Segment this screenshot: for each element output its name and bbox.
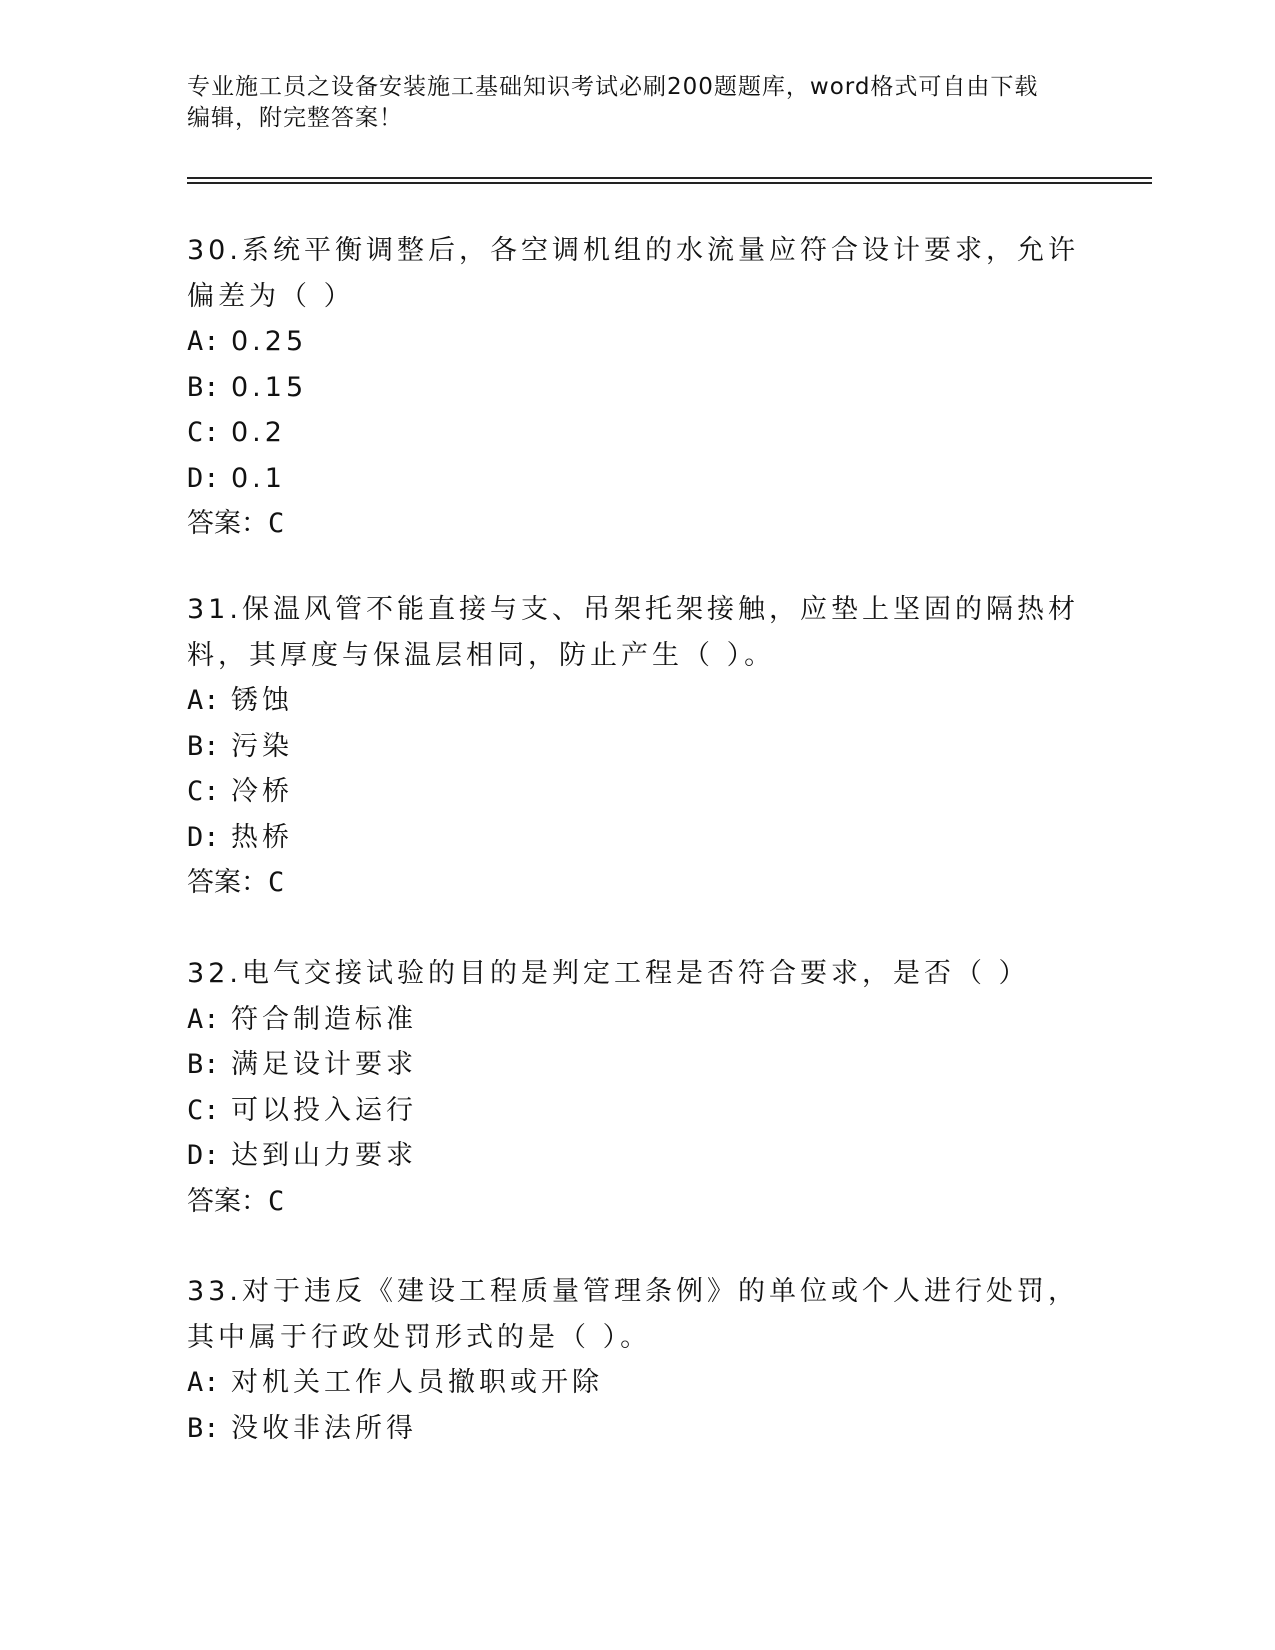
option-text: 0.15 <box>231 371 308 403</box>
option-a <box>187 319 1087 365</box>
document-header <box>187 72 1087 134</box>
option-letter: C: <box>187 417 220 448</box>
answer-value: C <box>268 508 285 539</box>
option-b <box>187 1042 1087 1088</box>
option-text: 达到山力要求 <box>231 1140 417 1171</box>
question-31 <box>187 587 1087 906</box>
answer-line <box>187 1179 1087 1225</box>
answer-line <box>187 860 1087 906</box>
option-c <box>187 769 1087 815</box>
option-letter: A: <box>187 1367 220 1398</box>
option-text: 冷桥 <box>231 776 293 807</box>
option-letter: B: <box>187 1049 220 1080</box>
option-d <box>187 815 1087 861</box>
option-letter: B: <box>187 730 220 762</box>
option-letter: A: <box>187 326 220 357</box>
option-letter: D: <box>187 821 220 853</box>
option-text: 对机关工作人员撤职或开除 <box>231 1367 603 1398</box>
answer-label: 答案： <box>187 508 268 539</box>
option-a <box>187 997 1087 1043</box>
option-b <box>187 365 1087 411</box>
option-text: 可以投入运行 <box>231 1094 417 1126</box>
answer-label: 答案： <box>187 867 268 898</box>
question-30 <box>187 228 1087 547</box>
option-text: 0.1 <box>231 462 286 494</box>
option-letter: A: <box>187 685 220 716</box>
option-text: 锈蚀 <box>231 685 293 716</box>
question-32 <box>187 951 1087 1224</box>
answer-label: 答案： <box>187 1185 268 1217</box>
option-d <box>187 456 1087 502</box>
option-letter: C: <box>187 1094 220 1126</box>
option-text: 没收非法所得 <box>231 1412 417 1444</box>
header-line-2: 编辑，附完整答案！ <box>187 105 403 131</box>
option-letter: C: <box>187 776 220 807</box>
option-text: 污染 <box>231 730 293 762</box>
option-text: 0.25 <box>231 326 308 357</box>
option-letter: B: <box>187 371 220 403</box>
option-a <box>187 1360 1087 1406</box>
answer-line <box>187 501 1087 547</box>
header-line-1: 专业施工员之设备安装施工基础知识考试必刷200题题库，word格式可自由下载 <box>187 74 1039 100</box>
option-c <box>187 1088 1087 1134</box>
option-letter: D: <box>187 1140 220 1171</box>
option-d <box>187 1133 1087 1179</box>
option-text: 满足设计要求 <box>231 1049 417 1080</box>
option-letter: B: <box>187 1412 220 1444</box>
question-text: 33.对于违反《建设工程质量管理条例》的单位或个人进行处罚，其中属于行政处罚形式的是（ ）。 <box>187 1276 1079 1353</box>
question-text: 31.保温风管不能直接与支、吊架托架接触，应垫上坚固的隔热材料，其厚度与保温层相同，防止产生（ ）。 <box>187 594 1079 671</box>
answer-value: C <box>268 1185 285 1217</box>
answer-value: C <box>268 867 285 898</box>
option-a <box>187 678 1087 724</box>
option-b <box>187 724 1087 770</box>
option-c <box>187 410 1087 456</box>
option-b <box>187 1406 1087 1452</box>
question-33 <box>187 1269 1087 1451</box>
option-text: 0.2 <box>231 417 286 448</box>
header-divider-top <box>187 177 1152 179</box>
option-letter: D: <box>187 462 220 494</box>
option-letter: A: <box>187 1003 220 1035</box>
question-text: 30.系统平衡调整后，各空调机组的水流量应符合设计要求，允许偏差为（ ） <box>187 235 1079 312</box>
header-divider-bottom <box>187 182 1152 184</box>
option-text: 热桥 <box>231 821 293 853</box>
option-text: 符合制造标准 <box>231 1003 417 1035</box>
question-text: 32.电气交接试验的目的是判定工程是否符合要求，是否（ ） <box>187 958 1030 989</box>
